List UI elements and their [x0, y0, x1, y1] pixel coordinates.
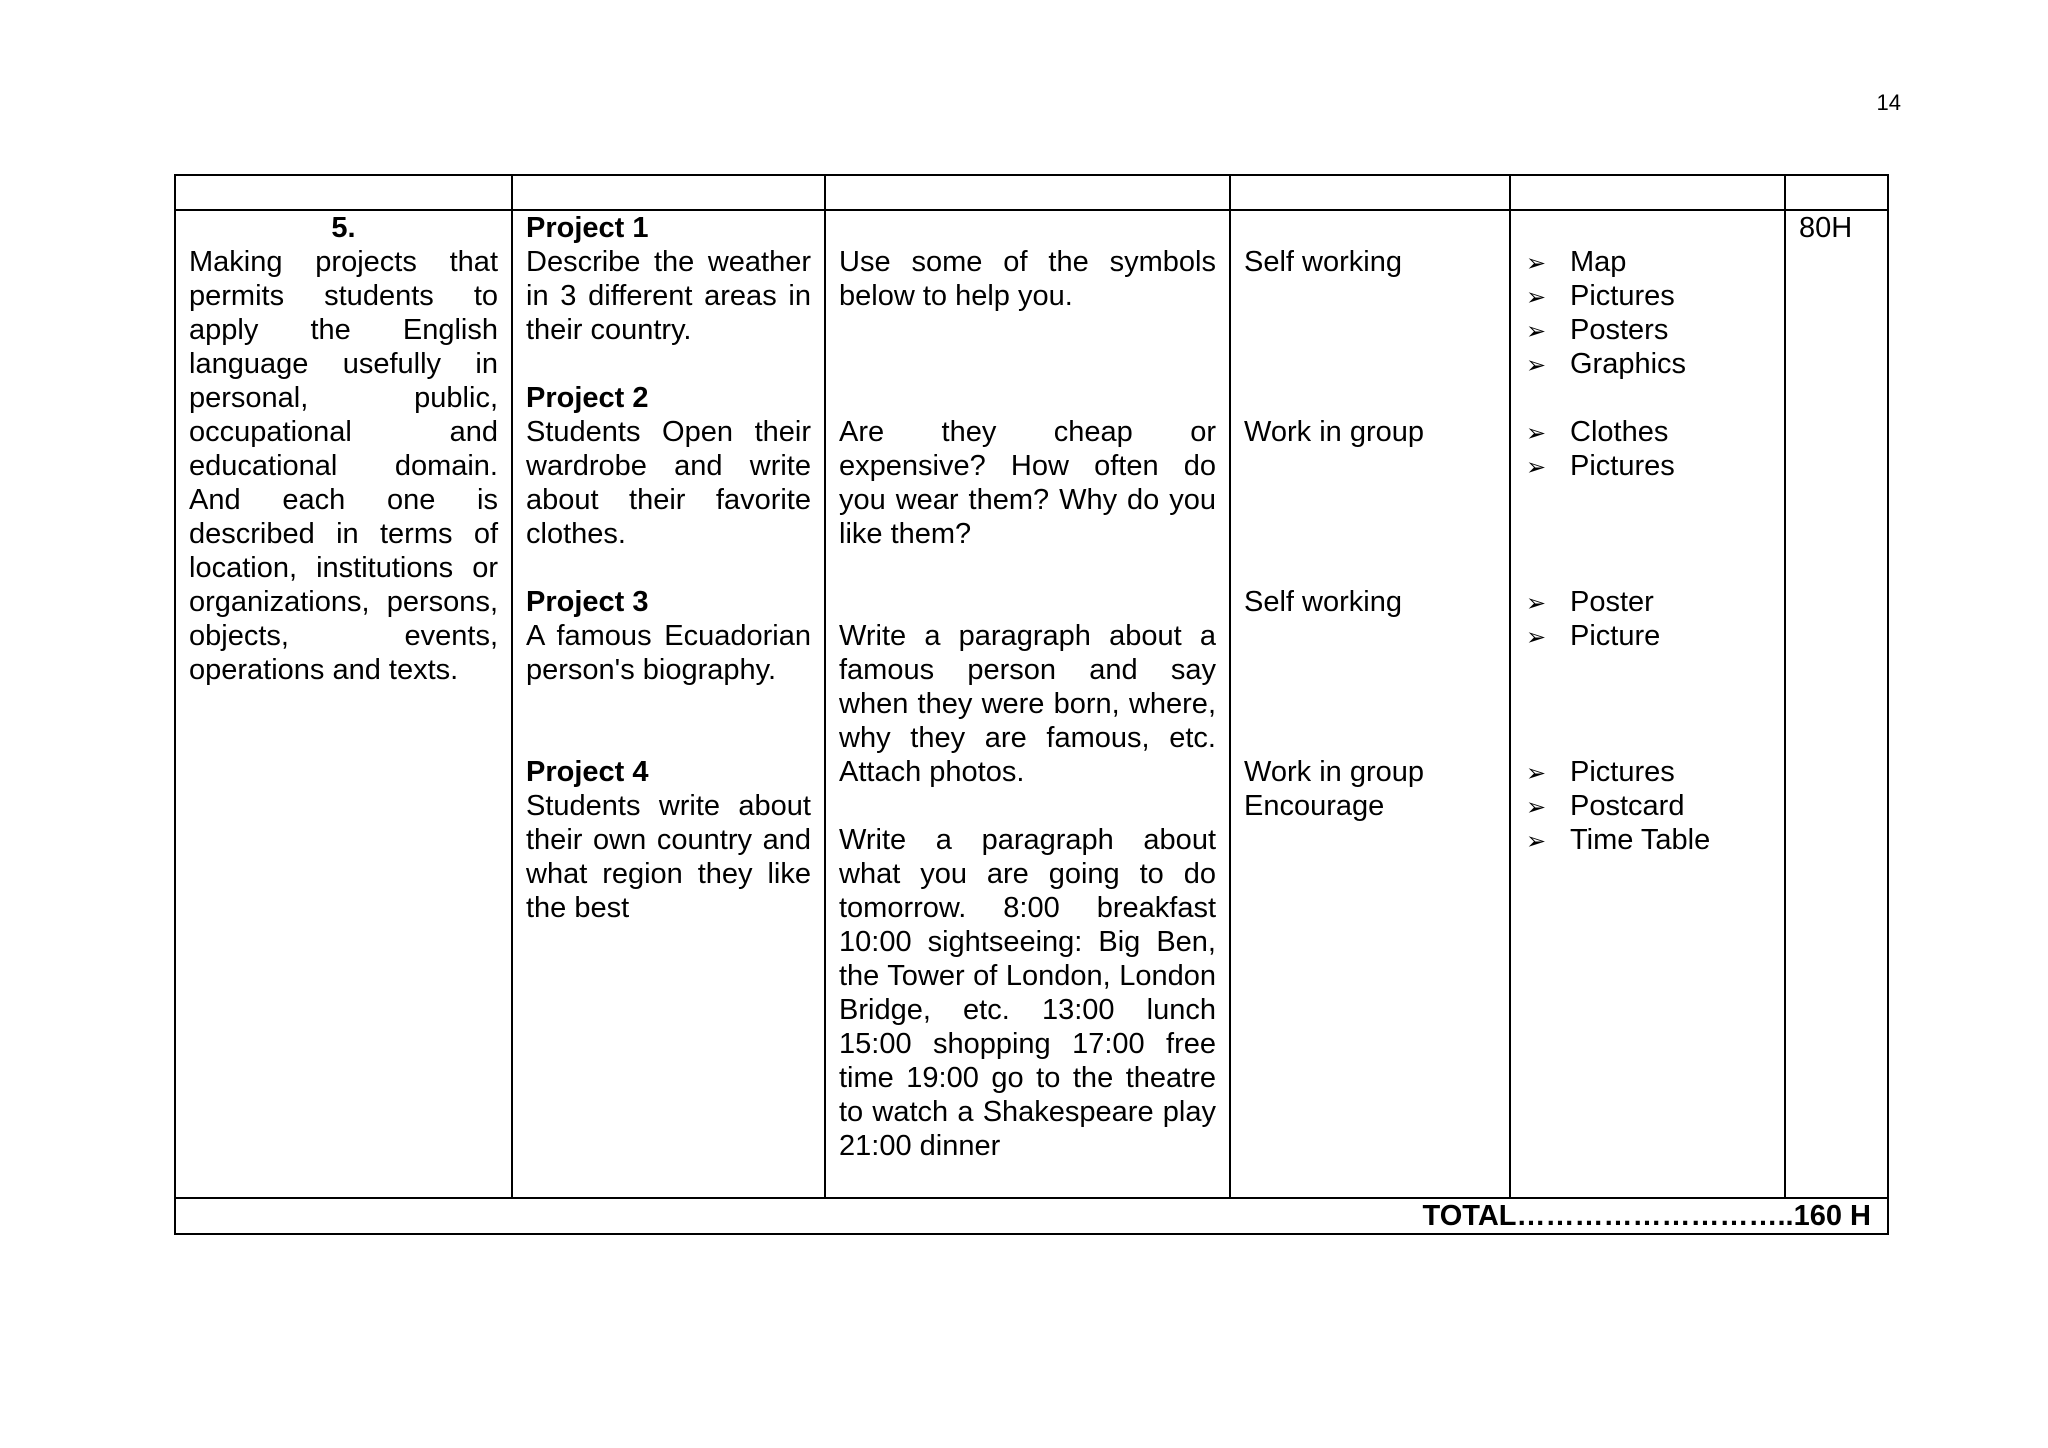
resources-cell — [1510, 210, 1785, 1198]
arrowhead-bullet-icon: ➢ — [1526, 284, 1547, 311]
list-item: ➢ Map — [1524, 245, 1771, 279]
arrowhead-bullet-icon: ➢ — [1526, 352, 1547, 379]
activities-cell — [825, 210, 1230, 1198]
total-cell: TOTAL………………………..160 H — [175, 1198, 1888, 1234]
method-label: Self working — [1244, 246, 1402, 278]
method-4 — [1244, 755, 1496, 823]
project-3 — [526, 585, 811, 687]
method-label: Encourage — [1244, 790, 1385, 822]
project-title: Project 3 — [526, 586, 649, 618]
list-item: ➢ Picture — [1524, 619, 1771, 653]
unit-cell — [175, 210, 512, 1198]
arrowhead-bullet-icon: ➢ — [1526, 590, 1547, 617]
resources-list-3 — [1524, 585, 1771, 653]
method-3 — [1244, 585, 1496, 619]
resources-list-4 — [1524, 755, 1771, 857]
hours-cell — [1785, 210, 1888, 1198]
header-row-empty — [175, 175, 1888, 210]
arrowhead-bullet-icon: ➢ — [1526, 250, 1547, 277]
arrowhead-bullet-icon: ➢ — [1526, 794, 1547, 821]
unit-description: Making projects that permits students to apply the English language usefully in personal, public, occupational and educational domain. And each one is described in terms of location, institutions or organizations, persons, objects, events, operations and texts. — [189, 246, 498, 686]
method-label: Work in group — [1244, 756, 1424, 788]
methods-cell — [1230, 210, 1510, 1198]
resources-list-1 — [1524, 245, 1771, 381]
projects-cell — [512, 210, 825, 1198]
arrowhead-bullet-icon: ➢ — [1526, 454, 1547, 481]
project-description: Students write about their own country and what region they like the best — [526, 790, 811, 924]
method-label: Work in group — [1244, 416, 1424, 448]
total-row — [175, 1198, 1888, 1234]
project-2 — [526, 381, 811, 551]
arrowhead-bullet-icon: ➢ — [1526, 760, 1547, 787]
list-item: ➢ Postcard — [1524, 789, 1771, 823]
arrowhead-bullet-icon: ➢ — [1526, 624, 1547, 651]
project-title: Project 4 — [526, 756, 649, 788]
list-item: ➢ Graphics — [1524, 347, 1771, 381]
list-item: ➢ Posters — [1524, 313, 1771, 347]
unit-number: 5. — [331, 212, 356, 244]
activity-4: Write a paragraph about what you are going to do tomorrow. 8:00 breakfast 10:00 sightseeing: Big Ben, the Tower of London, London Bridge, etc. 13:00 lunch 15:00 shopping 17:00 free time 19:00 go to the theatre to watch a Shakespeare play 21:00 dinner — [839, 824, 1216, 1162]
arrowhead-bullet-icon: ➢ — [1526, 420, 1547, 447]
activity-3: Write a paragraph about a famous person and say when they were born, where, why they are famous, etc. Attach photos. — [839, 620, 1216, 788]
method-2 — [1244, 415, 1496, 449]
activity-1: Use some of the symbols below to help you. — [839, 246, 1216, 312]
list-item: ➢ Pictures — [1524, 755, 1771, 789]
arrowhead-bullet-icon: ➢ — [1526, 828, 1547, 855]
arrowhead-bullet-icon: ➢ — [1526, 318, 1547, 345]
list-item: ➢ Clothes — [1524, 415, 1771, 449]
list-item: ➢ Poster — [1524, 585, 1771, 619]
page-number: 14 — [1876, 90, 1901, 115]
method-label: Self working — [1244, 586, 1402, 618]
project-description: A famous Ecuadorian person's biography. — [526, 620, 811, 686]
planning-table — [174, 174, 1889, 1235]
resources-list-2 — [1524, 415, 1771, 483]
project-title: Project 2 — [526, 382, 649, 414]
list-item: ➢ Pictures — [1524, 449, 1771, 483]
project-1 — [526, 211, 811, 347]
project-description: Students Open their wardrobe and write about their favorite clothes. — [526, 416, 811, 550]
project-title: Project 1 — [526, 212, 649, 244]
list-item: ➢ Time Table — [1524, 823, 1771, 857]
hours-value: 80H — [1799, 212, 1853, 244]
list-item: ➢ Pictures — [1524, 279, 1771, 313]
unit-row — [175, 210, 1888, 1198]
project-description: Describe the weather in 3 different areas in their country. — [526, 246, 811, 346]
method-1 — [1244, 245, 1496, 279]
project-4 — [526, 755, 811, 925]
activity-2: Are they cheap or expensive? How often do you wear them? Why do you like them? — [839, 416, 1216, 550]
